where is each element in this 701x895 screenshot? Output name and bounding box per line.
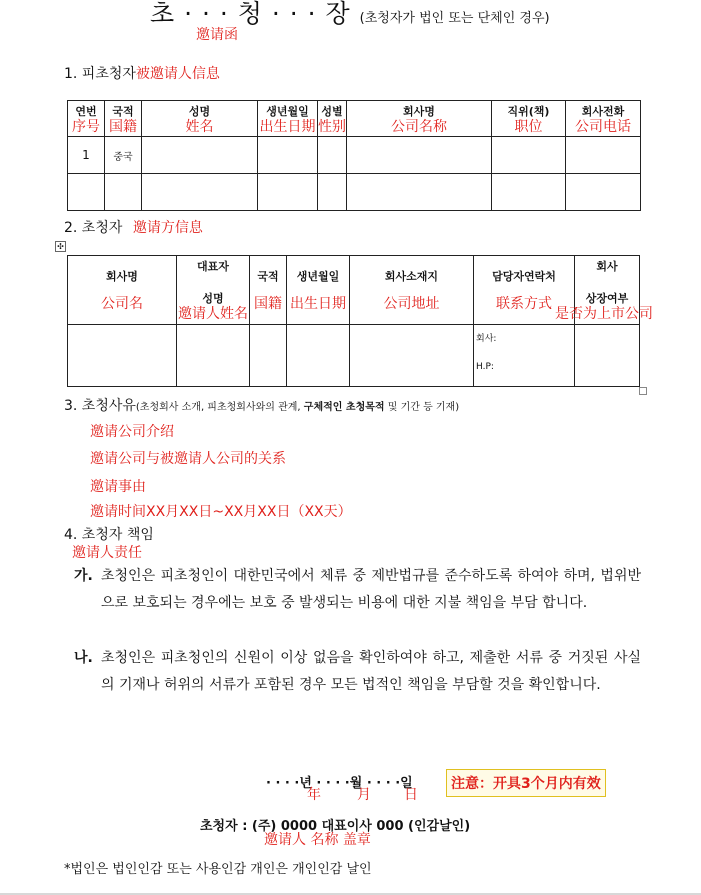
table-row — [68, 174, 641, 211]
col-header: 회사명 公司名称 — [347, 101, 492, 137]
col-header: 회사전화 公司电话 — [566, 101, 641, 137]
section4-cn: 邀请人责任 — [72, 545, 142, 561]
contact-hp-label: H.P: — [476, 362, 494, 372]
table-cell[interactable] — [258, 174, 318, 211]
date-cn-year: 年 — [307, 787, 321, 803]
reason-line: 邀请事由 — [90, 479, 146, 495]
col-header: 국적 国籍 — [250, 256, 287, 325]
date-cn-month: 月 — [357, 787, 371, 803]
inviter-table — [67, 255, 653, 387]
table-cell[interactable] — [142, 174, 258, 211]
table-cell[interactable] — [68, 325, 177, 387]
invitee-table — [67, 100, 641, 211]
col-header: 국적 国籍 — [105, 101, 142, 137]
section3-heading: 3. 초청사유(초청회사 소개, 피초청회사와의 관계, 구체적인 초청목적 및 기간 등 기재) — [64, 398, 460, 414]
reason-line: 邀请公司介绍 — [90, 424, 174, 440]
table-cell[interactable] — [347, 174, 492, 211]
validity-notice: 注意：开具3个月内有效 — [446, 769, 606, 797]
reason-line: 邀请时间XX月XX日~XX月XX日（XX天） — [90, 504, 352, 520]
table-move-handle-icon[interactable]: ✣ — [55, 241, 66, 252]
col-header: 성별 性别 — [318, 101, 347, 137]
table-cell[interactable] — [350, 325, 474, 387]
table-header-row — [68, 101, 641, 137]
table-cell[interactable] — [250, 325, 287, 387]
table-cell[interactable] — [318, 137, 347, 174]
table-row — [68, 137, 641, 174]
signature-line: 초청자 : (주) 0000 대표이사 000 (인감날인) — [200, 819, 471, 834]
table-cell[interactable] — [105, 174, 142, 211]
title-note: (초청자가 법인 또는 단체인 경우) — [359, 11, 550, 26]
signature-cn: 邀请人 名称 盖章 — [264, 832, 371, 848]
col-header: 직위(책) 职位 — [492, 101, 566, 137]
clause-ga-text: 초청인은 피초청인이 대한민국에서 체류 중 제반법규를 준수하도록 하여야 하며, 법위반으로 보호되는 경우에는 보호 중 발생되는 비용에 대한 지불 책임을 부담 합니다. — [101, 568, 641, 611]
table-cell[interactable] — [492, 137, 566, 174]
table-cell[interactable] — [177, 325, 250, 387]
col-header: 대표자 성명 邀请人姓名 — [177, 256, 250, 325]
col-header: 회사소재지 公司地址 — [350, 256, 474, 325]
title-cn: 邀请函 — [196, 27, 238, 43]
section2-heading: 2. 초청자 邀请方信息 — [64, 220, 203, 236]
col-header: 연번 序号 — [68, 101, 105, 137]
table-cell[interactable] — [142, 137, 258, 174]
col-header: 생년월일 出生日期 — [287, 256, 350, 325]
table-resize-handle-icon[interactable] — [639, 387, 647, 395]
col-header: 담당자연락처 联系方式 — [474, 256, 575, 325]
table-cell[interactable] — [566, 174, 641, 211]
col-header: 성명 姓名 — [142, 101, 258, 137]
col-header: 회사명 公司名 — [68, 256, 177, 325]
date-cn-day: 日 — [404, 787, 418, 803]
cell-no[interactable]: 1 — [68, 137, 105, 174]
table-cell[interactable] — [492, 174, 566, 211]
table-cell[interactable] — [287, 325, 350, 387]
table-cell[interactable] — [68, 174, 105, 211]
date-line: · · · ·년 · · · ·월 · · · ·일 — [266, 776, 413, 791]
clause-ga-label: 가. — [74, 568, 93, 584]
table-cell[interactable] — [318, 174, 347, 211]
table-cell[interactable] — [566, 137, 641, 174]
col-header: 생년월일 出生日期 — [258, 101, 318, 137]
col-header: 회사 상장여부 是否为上市公司 — [575, 256, 640, 325]
clause-na-label: 나. — [74, 650, 93, 666]
clause-na-text: 초청인은 피초청인의 신원이 이상 없음을 확인하여야 하고, 제출한 서류 중 거짓된 사실의 기재나 허위의 서류가 포함된 경우 모든 법적인 책임을 부담할 것을 확인합니다. — [101, 650, 641, 693]
table-header-row — [68, 256, 640, 325]
contact-company-label: 회사: — [476, 334, 497, 344]
footnote: *법인은 법인인감 또는 사용인감 개인은 개인인감 날인 — [64, 862, 372, 877]
section4-heading: 4. 초청자 책임 — [64, 527, 154, 543]
section1-heading: 1. 피초청자被邀请人信息 — [64, 66, 220, 82]
table-row — [68, 325, 640, 387]
reason-line: 邀请公司与被邀请人公司的关系 — [90, 451, 286, 467]
title-main: 초 · · · 청 · · · 장 — [150, 0, 351, 28]
contact-cell[interactable] — [474, 325, 575, 387]
cell-nation[interactable]: 중국 — [105, 137, 142, 174]
table-cell[interactable] — [347, 137, 492, 174]
table-cell[interactable] — [575, 325, 640, 387]
table-cell[interactable] — [258, 137, 318, 174]
